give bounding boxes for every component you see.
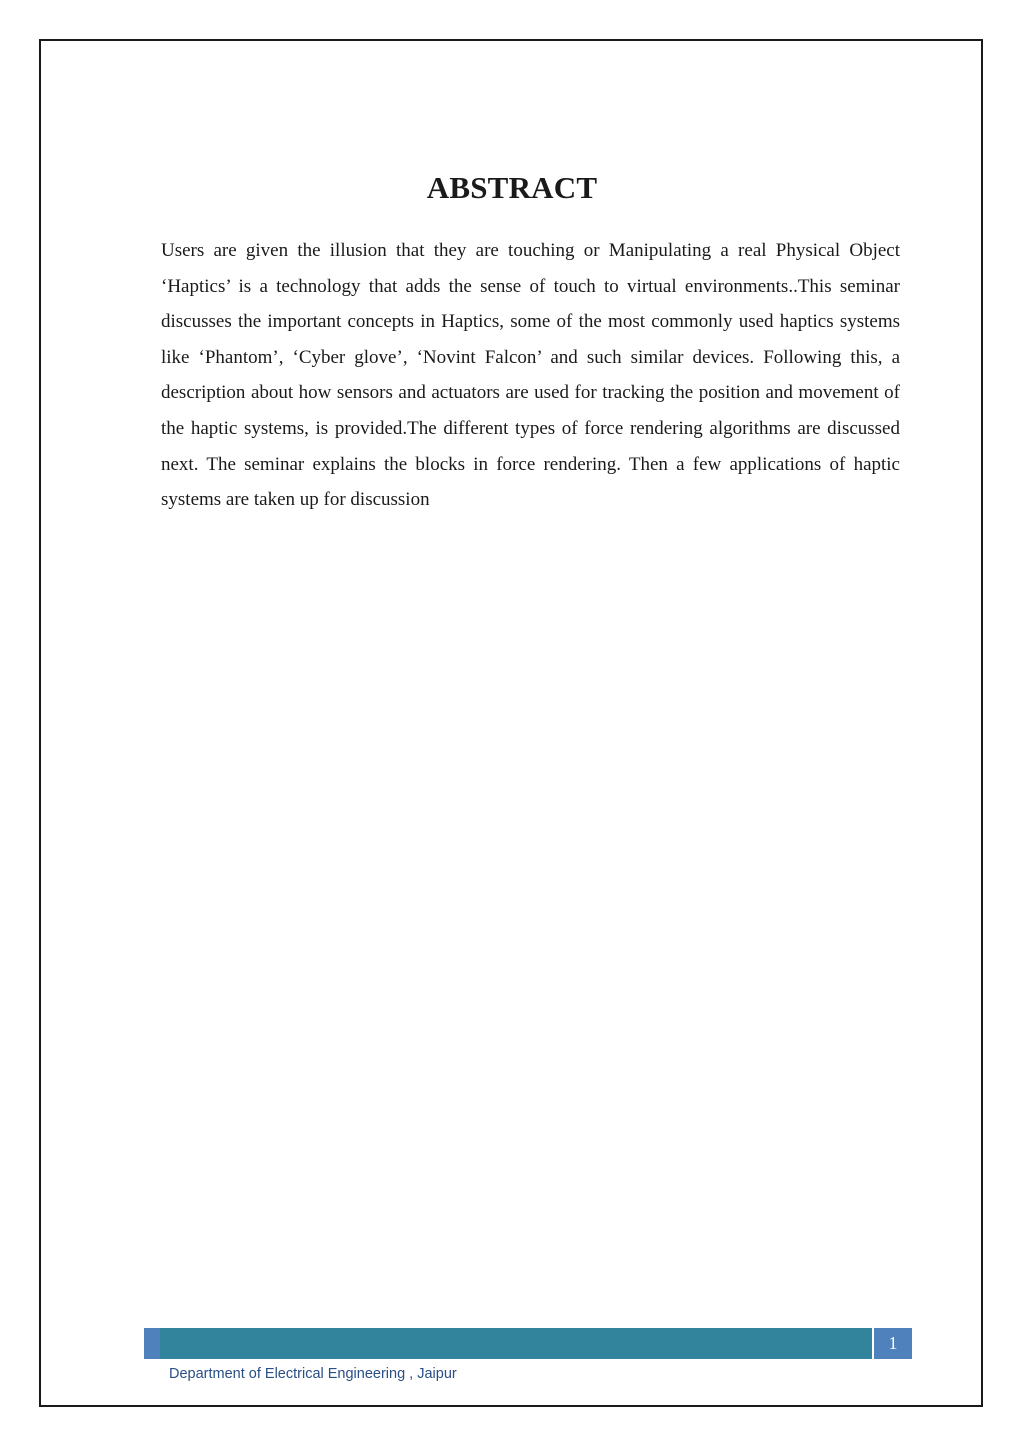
page-number: 1 — [874, 1328, 912, 1359]
footer-department: Department of Electrical Engineering , Jaipur — [169, 1366, 457, 1382]
page-title: ABSTRACT — [426, 170, 598, 205]
footer-bar-main — [160, 1328, 872, 1359]
footer-bar — [144, 1328, 912, 1359]
footer-bar-left-accent — [144, 1328, 160, 1359]
abstract-paragraph: Users are given the illusion that they are touching or Manipulating a real Physical Object ‘Haptics’ is a technology that adds the sense of touch to virtual environments..This seminar discusses the important concepts in Haptics, some of the most commonly used haptics systems like ‘Phantom’, ‘Cyber glove’, ‘Novint Falcon’ and such similar devices. Following this, a description about how sensors and actuators are used for tracking the position and movement of the haptic systems, is provided.The different types of force rendering algorithms are discussed next. The seminar explains the blocks in force rendering. Then a few applications of haptic systems are taken up for discussion — [161, 240, 900, 511]
